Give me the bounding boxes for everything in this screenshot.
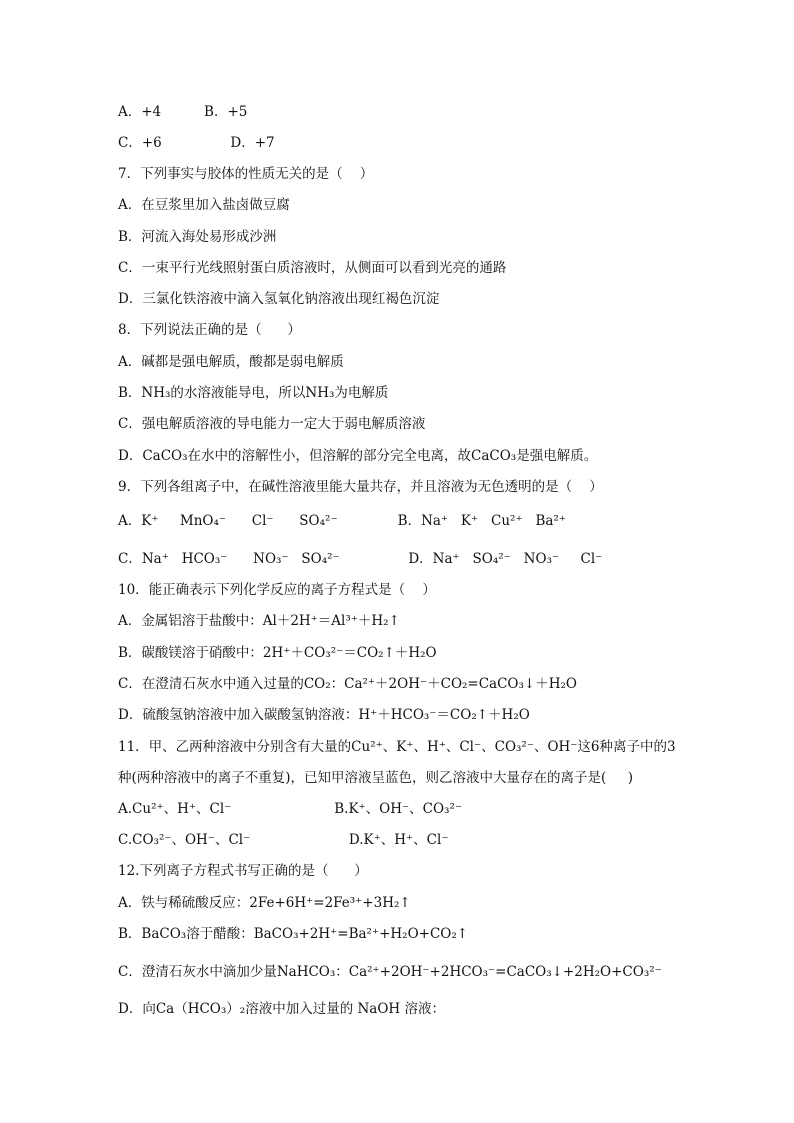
q6-options-cd: C．+6 D．+7 [118,135,275,151]
q12-option-b: B．BaCO₃溶于醋酸：BaCO₃+2H⁺=Ba²⁺+H₂O+CO₂↑ [118,926,469,942]
q8-option-b: B．NH₃的水溶液能导电，所以NH₃为电解质 [118,385,389,401]
q7-option-c: C．一束平行光线照射蛋白质溶液时，从侧面可以看到光亮的通路 [118,260,507,276]
question-10: 10．能正确表示下列化学反应的离子方程式是（ ） [118,582,436,598]
q12-option-d: D．向Ca（HCO₃）₂溶液中加入过量的 NaOH 溶液： [118,1001,445,1017]
q7-option-a: A．在豆浆里加入盐卤做豆腐 [118,197,290,213]
q12-option-c: C．澄清石灰水中滴加少量NaHCO₃：Ca²⁺+2OH⁻+2HCO₃⁻=CaCO₃↓+2H₂O+CO₃²⁻ [118,964,662,980]
question-11-line-2: 种(两种溶液中的离子不重复)，已知甲溶液呈蓝色，则乙溶液中大量存在的离子是( ) [118,770,634,786]
question-11-line-1: 11．甲、乙两种溶液中分别含有大量的Cu²⁺、K⁺、H⁺、Cl⁻、CO₃²⁻、OH⁻这6种离子中的3 [118,739,676,755]
q10-option-d: D．硫酸氢钠溶液中加入碳酸氢钠溶液：H⁺＋HCO₃⁻＝CO₂↑＋H₂O [118,707,530,723]
q7-option-b: B．河流入海处易形成沙洲 [118,229,277,245]
question-9: 9．下列各组离子中，在碱性溶液里能大量共存，并且溶液为无色透明的是（ ） [118,479,603,495]
q10-option-c: C．在澄清石灰水中通入过量的CO₂：Ca²⁺＋2OH⁻＋CO₂=CaCO₃↓＋H₂O [118,676,577,692]
q6-options-ab: A．+4 B．+5 [118,104,248,120]
question-8: 8．下列说法正确的是（ ） [118,322,301,338]
q8-option-a: A．碱都是强电解质，酸都是弱电解质 [118,354,344,370]
q8-option-c: C．强电解质溶液的导电能力一定大于弱电解质溶液 [118,416,426,432]
q10-option-a: A．金属铝溶于盐酸中：Al＋2H⁺＝Al³⁺＋H₂↑ [118,613,400,629]
q9-options-ab: A．K⁺ MnO₄⁻ Cl⁻ SO₄²⁻ B．Na⁺ K⁺ Cu²⁺ Ba²⁺ [118,513,566,529]
question-7: 7．下列事实与胶体的性质无关的是（ ） [118,166,374,182]
q10-option-b: B．碳酸镁溶于硝酸中：2H⁺＋CO₃²⁻＝CO₂↑＋H₂O [118,645,437,661]
q9-options-cd: C．Na⁺ HCO₃⁻ NO₃⁻ SO₄²⁻ D．Na⁺ SO₄²⁻ NO₃⁻ Cl⁻ [118,551,603,567]
q8-option-d: D．CaCO₃在水中的溶解性小，但溶解的部分完全电离，故CaCO₃是强电解质。 [118,448,598,464]
q7-option-d: D．三氯化铁溶液中滴入氢氧化钠溶液出现红褐色沉淀 [118,291,440,307]
q12-option-a: A．铁与稀硫酸反应：2Fe+6H⁺=2Fe³⁺+3H₂↑ [118,895,411,911]
q11-options-ab: A.Cu²⁺、H⁺、Cl⁻ B.K⁺、OH⁻、CO₃²⁻ [118,801,462,817]
q11-options-cd: C.CO₃²⁻、OH⁻、Cl⁻ D.K⁺、H⁺、Cl⁻ [118,832,449,848]
question-12: 12.下列离子方程式书写正确的是（ ） [118,863,368,879]
